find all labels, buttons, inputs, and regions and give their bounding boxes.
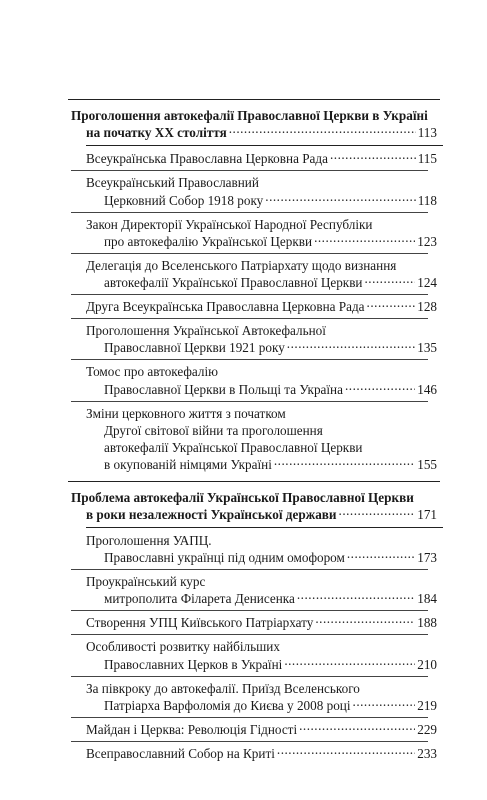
- section-heading-line: [71, 489, 437, 506]
- toc-entry: [71, 680, 437, 714]
- toc-entry: [71, 745, 437, 762]
- dot-leader: [299, 721, 415, 734]
- section-heading-text: Проголошення автокефалії Православної Церкви в Україні: [71, 108, 428, 123]
- section-heading-line: [71, 107, 437, 124]
- toc-entry-text: Православних Церков в Україні: [104, 656, 283, 672]
- dot-leader: [330, 150, 416, 163]
- dot-leader: [347, 549, 415, 562]
- entry-divider: [71, 170, 428, 171]
- toc-entry-text: Всеправославний Собор на Криті: [86, 746, 275, 762]
- section-heading-text: Проблема автокефалії Української Православної Церкви: [71, 489, 414, 505]
- toc-entry-line: [86, 439, 437, 456]
- toc-entry-line: [86, 573, 437, 590]
- toc-entry-text: Другої світової війни та проголошення: [104, 422, 323, 438]
- toc-entry-text: Створення УПЦ Київського Патріархату: [86, 615, 314, 631]
- section-heading-text: на початку ХХ століття: [86, 125, 227, 141]
- section-heading-line: [71, 506, 437, 523]
- page-number: 113: [417, 125, 437, 141]
- section-heading-line: [71, 124, 437, 141]
- toc-entry-text: Зміни церковного життя з початком: [86, 405, 286, 421]
- dot-leader: [315, 614, 415, 627]
- page-number: 146: [417, 381, 437, 397]
- section-heading: [71, 107, 437, 141]
- toc-entry: [71, 363, 437, 397]
- entry-divider: [71, 610, 428, 611]
- toc-entry-text: Всеукраїнська Православна Церковна Рада: [86, 151, 328, 167]
- toc-entry-line: [86, 339, 437, 356]
- toc-entry-line: [86, 174, 437, 191]
- dot-leader: [314, 233, 415, 246]
- entry-divider: [71, 318, 428, 319]
- page-number: 128: [417, 299, 437, 315]
- dot-leader: [284, 655, 415, 668]
- toc-entry: [71, 216, 437, 250]
- toc-entry-text: про автокефалію Української Церкви: [104, 233, 313, 249]
- page-number: 155: [417, 456, 437, 472]
- toc-entry-line: [86, 638, 437, 655]
- page-number: 115: [417, 151, 437, 167]
- toc-entry: [71, 614, 437, 631]
- toc-entry-text: Томос про автокефалію: [86, 364, 219, 380]
- toc-entry-line: [86, 322, 437, 339]
- toc-entry: [71, 573, 437, 607]
- toc-entry-line: [86, 549, 437, 566]
- section-divider: [86, 145, 443, 146]
- dot-leader: [367, 298, 416, 311]
- toc-entry-line: [86, 150, 437, 167]
- toc-entry-line: [86, 614, 437, 631]
- page-number: 219: [417, 697, 437, 713]
- toc-entry-line: [86, 233, 437, 250]
- page-number: 118: [417, 192, 437, 208]
- page-number: 171: [417, 506, 437, 522]
- toc-entry: [71, 721, 437, 738]
- toc-entry-text: Церковний Собор 1918 року: [104, 192, 264, 208]
- toc-entry-line: [86, 298, 437, 315]
- toc-entry: [71, 257, 437, 291]
- toc-entry-line: [86, 191, 437, 208]
- toc-entry: [71, 322, 437, 356]
- toc-entry-text: Всеукраїнський Православний: [86, 175, 259, 191]
- toc-entry-text: Проголошення УАПЦ.: [86, 532, 212, 548]
- entry-divider: [71, 359, 428, 360]
- toc-entry-text: автокефалії Української Православної Церкви: [104, 439, 363, 455]
- dot-leader: [353, 697, 416, 710]
- dot-leader: [287, 339, 415, 352]
- entry-divider: [71, 212, 428, 213]
- toc-entry-line: [86, 721, 437, 738]
- page-number: 188: [417, 615, 437, 631]
- toc-entry-text: За півкроку до автокефалії. Приїзд Вселенського: [86, 680, 360, 696]
- page-number: 210: [417, 656, 437, 672]
- toc-entry-text: Друга Всеукраїнська Православна Церковна Рада: [86, 299, 365, 315]
- toc-entry-line: [86, 380, 437, 397]
- toc-entry-text: в окупованій німцями Україні: [104, 456, 272, 472]
- toc-entry-line: [86, 274, 437, 291]
- toc-entry-text: Православної Церкви 1921 року: [104, 340, 285, 356]
- dot-leader: [345, 380, 415, 393]
- page-number: 233: [417, 746, 437, 762]
- dot-leader: [364, 274, 415, 287]
- entry-divider: [71, 401, 428, 402]
- toc-entry: [71, 150, 437, 167]
- toc-entry-line: [86, 405, 437, 422]
- toc-entry-text: Делегація до Вселенського Патріархату щодо визнання: [86, 257, 397, 273]
- entry-divider: [71, 676, 428, 677]
- toc-entry-text: Майдан і Церква: Революція Гідності: [86, 722, 298, 737]
- entry-divider: [71, 634, 428, 635]
- toc-entry-text: Проукраїнський курс: [86, 574, 206, 590]
- toc-entry-text: митрополита Філарета Денисенка: [104, 591, 295, 607]
- toc-entry-text: Православні українці під одним омофором: [104, 550, 345, 566]
- dot-leader: [277, 745, 415, 758]
- section-heading: [71, 489, 437, 523]
- section-divider: [68, 481, 440, 482]
- dot-leader: [229, 124, 416, 137]
- table-of-contents: [71, 93, 437, 762]
- section-heading-text: в роки незалежності Української держави: [86, 506, 337, 522]
- dot-leader: [297, 590, 415, 603]
- toc-entry-line: [86, 363, 437, 380]
- toc-entry-text: Проголошення Української Автокефальної: [86, 323, 326, 339]
- dot-leader: [274, 456, 415, 469]
- page-number: 229: [417, 722, 437, 737]
- toc-entry-line: [86, 216, 437, 233]
- toc-entry: [71, 298, 437, 315]
- toc-entry-text: Особливості розвитку найбільших: [86, 639, 280, 655]
- toc-entry-line: [86, 745, 437, 762]
- page-number: 135: [417, 340, 437, 356]
- toc-entry-line: [86, 532, 437, 549]
- toc-entry-line: [86, 590, 437, 607]
- page-number: 124: [417, 274, 437, 290]
- page-number: 123: [417, 233, 437, 249]
- toc-entry-line: [86, 655, 437, 672]
- toc-entry-text: Православної Церкви в Польщі та Україна: [104, 381, 343, 397]
- entry-divider: [71, 569, 428, 570]
- toc-entry-text: автокефалії Української Православної Церкви: [104, 274, 363, 290]
- toc-entry: [71, 532, 437, 566]
- entry-divider: [71, 741, 428, 742]
- entry-divider: [71, 717, 428, 718]
- toc-entry-line: [86, 257, 437, 274]
- toc-entry-text: Патріарха Варфоломія до Києва у 2008 році: [104, 697, 351, 713]
- dot-leader: [265, 191, 415, 204]
- section-divider: [86, 527, 443, 528]
- page-number: 173: [417, 550, 437, 566]
- toc-entry-line: [86, 422, 437, 439]
- toc-entry: [71, 174, 437, 208]
- page-number: 184: [417, 591, 437, 607]
- dot-leader: [339, 506, 416, 519]
- toc-entry-line: [86, 680, 437, 697]
- toc-entry-line: [86, 456, 437, 473]
- toc-entry-line: [86, 697, 437, 714]
- toc-entry: [71, 405, 437, 473]
- toc-entry-text: Закон Директорії Української Народної Республіки: [86, 216, 373, 232]
- entry-divider: [71, 294, 428, 295]
- toc-entry: [71, 638, 437, 672]
- entry-divider: [71, 253, 428, 254]
- section-divider: [68, 99, 440, 100]
